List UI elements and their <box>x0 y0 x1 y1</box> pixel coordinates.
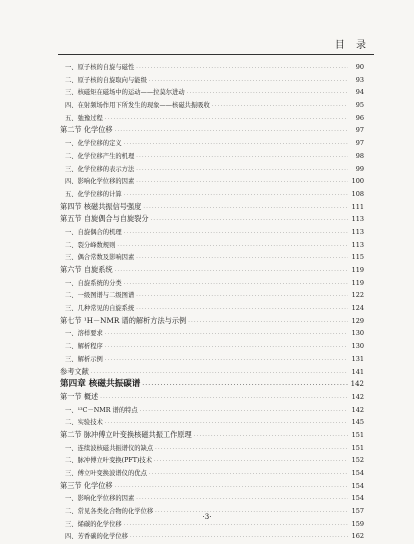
toc-entry-title: 一、连续波核磁共振谱仪的缺点 <box>65 444 154 452</box>
toc-entry-title: 第六节 自旋系统 <box>60 265 113 274</box>
toc-entry-page: 141 <box>351 367 364 376</box>
header-rule <box>58 54 374 55</box>
toc-entry <box>60 112 364 125</box>
toc-entry-page: 151 <box>351 430 364 439</box>
toc-entry <box>60 467 364 480</box>
toc-entry <box>60 416 364 429</box>
toc-leader-dots <box>136 176 348 189</box>
toc-entry-title: 第一节 概述 <box>60 391 99 401</box>
toc-entry <box>60 353 364 366</box>
toc-leader-dots <box>105 354 348 367</box>
toc-entry-page: 98 <box>355 151 364 160</box>
toc-leader-dots <box>136 252 348 265</box>
toc-entry-page: 119 <box>351 278 364 287</box>
toc-entry-title: 二、常见各类化合物的化学位移 <box>65 508 154 516</box>
toc-entry-page: 90 <box>355 63 364 71</box>
toc-entry-page: 142 <box>351 392 364 401</box>
toc-leader-dots <box>115 481 348 494</box>
toc-entry-title: 二、解析程序 <box>65 343 103 351</box>
table-of-contents <box>60 61 364 543</box>
toc-entry-title: 一、自旋偶合的机理 <box>65 228 122 236</box>
toc-entry-title: 三、核磁矩在磁场中的运动——拉莫尔进动 <box>65 89 185 97</box>
toc-entry-page: 130 <box>351 329 364 338</box>
toc-leader-dots <box>149 75 348 88</box>
toc-entry-title: 二、实验技术 <box>65 419 103 427</box>
toc-entry <box>60 163 364 176</box>
toc-entry-title: 二、脉冲傅立叶变换(PFT)技术 <box>65 457 152 465</box>
toc-entry-page: 142 <box>351 405 364 414</box>
toc-leader-dots <box>143 202 348 215</box>
toc-leader-dots <box>124 227 348 240</box>
toc-leader-dots <box>140 405 348 418</box>
toc-leader-dots <box>136 151 348 164</box>
toc-leader-dots <box>124 278 348 291</box>
toc-entry <box>60 391 364 404</box>
toc-entry <box>60 404 364 417</box>
toc-entry-title: 第二节 脉冲傅立叶变换核磁共振工作原理 <box>60 429 192 439</box>
toc-entry-page: 113 <box>351 227 364 236</box>
toc-entry-page: 152 <box>351 456 364 465</box>
toc-leader-dots <box>155 443 348 456</box>
toc-leader-dots <box>194 430 348 443</box>
toc-entry-page: 94 <box>355 88 364 97</box>
toc-entry-title: 二、化学位移产生的机理 <box>65 152 135 160</box>
toc-entry <box>60 188 364 201</box>
toc-entry-title: 二、裂分峰数规则 <box>65 241 116 249</box>
toc-entry-page: 124 <box>351 304 364 313</box>
toc-entry <box>60 264 364 277</box>
toc-entry-page: 154 <box>351 481 364 490</box>
toc-entry <box>60 61 364 74</box>
toc-entry <box>60 480 364 493</box>
page-number: ·3· <box>202 513 212 521</box>
toc-entry-title: 第五节 自旋偶合与自旋裂分 <box>60 214 149 224</box>
toc-entry-title: 一、自旋系统的分类 <box>65 279 122 287</box>
toc-entry-title: 第四章 核磁共振碳谱 <box>60 379 141 390</box>
toc-entry-page: 130 <box>351 342 364 351</box>
toc-entry-page: 97 <box>355 126 364 135</box>
toc-leader-dots <box>105 341 348 354</box>
toc-entry-page: 142 <box>350 380 364 389</box>
toc-entry-page: 145 <box>351 418 364 427</box>
toc-entry-page: 99 <box>355 164 364 173</box>
toc-entry-page: 97 <box>355 139 364 148</box>
toc-entry <box>60 150 364 163</box>
toc-entry-title: 四、在射频场作用下所发生的现象——核磁共振吸收 <box>65 102 210 110</box>
toc-entry <box>60 137 364 150</box>
toc-leader-dots <box>115 265 348 278</box>
toc-entry-page: 95 <box>355 101 364 110</box>
toc-leader-dots <box>117 240 348 253</box>
toc-entry <box>60 239 364 252</box>
toc-entry <box>60 251 364 264</box>
toc-entry-page: 93 <box>355 75 364 84</box>
toc-entry-title: 第二节 化学位移 <box>60 125 113 135</box>
running-header: 目 录 <box>334 40 370 51</box>
toc-entry <box>60 442 364 455</box>
toc-entry <box>60 74 364 87</box>
toc-entry-title: 三、傅立叶变换波谱仪的优点 <box>65 470 147 477</box>
toc-entry-page: 119 <box>351 266 364 274</box>
toc-leader-dots <box>136 290 348 303</box>
toc-entry <box>60 175 364 188</box>
toc-leader-dots <box>105 113 348 126</box>
toc-entry-page: 122 <box>351 291 364 300</box>
toc-entry <box>60 492 364 505</box>
toc-entry-title: 一、化学位移的定义 <box>65 140 122 148</box>
toc-entry-page: 162 <box>351 532 364 541</box>
toc-entry <box>60 327 364 340</box>
toc-entry-title: 一、原子核的自旋与磁性 <box>65 64 135 71</box>
toc-leader-dots <box>151 214 348 227</box>
toc-entry <box>60 315 364 328</box>
toc-entry <box>60 213 364 226</box>
toc-entry-title: 第七节 ¹H－NMR 谱的解析方法与示例 <box>60 315 187 325</box>
toc-entry-page: 111 <box>351 202 364 211</box>
toc-entry-page: 131 <box>351 354 364 363</box>
toc-entry-title: 第四节 核磁共振信号强度 <box>60 201 142 211</box>
toc-leader-dots <box>130 531 348 544</box>
toc-entry-title: 五、弛豫过程 <box>65 114 103 122</box>
toc-leader-dots <box>105 328 348 341</box>
toc-entry-title: 二、一级图谱与二级图谱 <box>65 292 135 300</box>
toc-leader-dots <box>136 493 348 506</box>
toc-entry-title: 一、¹³C－NMR 谱的特点 <box>65 406 138 414</box>
toc-entry <box>60 99 364 112</box>
toc-entry <box>60 429 364 442</box>
toc-leader-dots <box>124 138 348 151</box>
toc-entry-title: 四、影响化学位移的因素 <box>65 178 135 186</box>
toc-entry <box>60 454 364 467</box>
toc-entry-page: 113 <box>351 240 364 249</box>
toc-entry <box>60 530 364 543</box>
toc-entry <box>60 366 364 379</box>
toc-leader-dots <box>149 468 348 481</box>
toc-leader-dots <box>187 87 348 100</box>
toc-entry-page: 159 <box>351 519 364 528</box>
toc-leader-dots <box>136 164 348 177</box>
toc-entry-page: 154 <box>351 494 364 503</box>
toc-entry <box>60 201 364 214</box>
toc-leader-dots <box>142 379 348 392</box>
toc-entry <box>60 277 364 290</box>
toc-leader-dots <box>212 100 348 113</box>
toc-leader-dots <box>136 62 348 75</box>
toc-entry-title: 三、几种常见的自旋系统 <box>65 305 135 313</box>
toc-entry <box>60 86 364 99</box>
toc-entry-title: 三、偶合常数及影响因素 <box>65 254 135 262</box>
toc-leader-dots <box>100 392 348 405</box>
toc-entry-title: 一、影响化学位移的因素 <box>65 495 135 503</box>
toc-entry-title: 三、化学位移的表示方法 <box>65 165 135 173</box>
toc-leader-dots <box>154 455 348 468</box>
toc-entry-page: 129 <box>351 316 364 325</box>
toc-entry-page: 100 <box>351 177 364 186</box>
toc-entry-page: 151 <box>351 443 364 452</box>
toc-entry-page: 96 <box>355 113 364 122</box>
toc-entry-page: 115 <box>351 253 364 262</box>
toc-entry <box>60 378 364 391</box>
toc-entry-title: 二、原子核的自旋取向与能级 <box>65 76 147 84</box>
toc-entry <box>60 340 364 353</box>
toc-entry-title: 参考文献 <box>60 366 89 376</box>
toc-leader-dots <box>188 316 348 329</box>
toc-entry <box>60 302 364 315</box>
toc-entry-page: 154 <box>351 469 364 477</box>
toc-entry <box>60 124 364 137</box>
toc-leader-dots <box>115 125 348 138</box>
toc-entry-title: 第三节 化学位移 <box>60 480 113 490</box>
toc-entry-page: 157 <box>351 507 364 516</box>
toc-entry-title: 一、溶样要求 <box>65 330 103 338</box>
toc-leader-dots <box>124 189 348 202</box>
toc-entry-title: 三、解析示例 <box>65 355 103 363</box>
toc-entry-page: 113 <box>351 215 364 224</box>
toc-entry-title: 三、烯碳的化学位移 <box>65 520 122 528</box>
toc-entry <box>60 226 364 239</box>
toc-entry-page: 108 <box>351 189 364 198</box>
toc-entry-title: 五、化学位移的计算 <box>65 190 122 198</box>
toc-entry <box>60 289 364 302</box>
toc-entry-title: 四、芳香碳的化学位移 <box>65 533 128 541</box>
